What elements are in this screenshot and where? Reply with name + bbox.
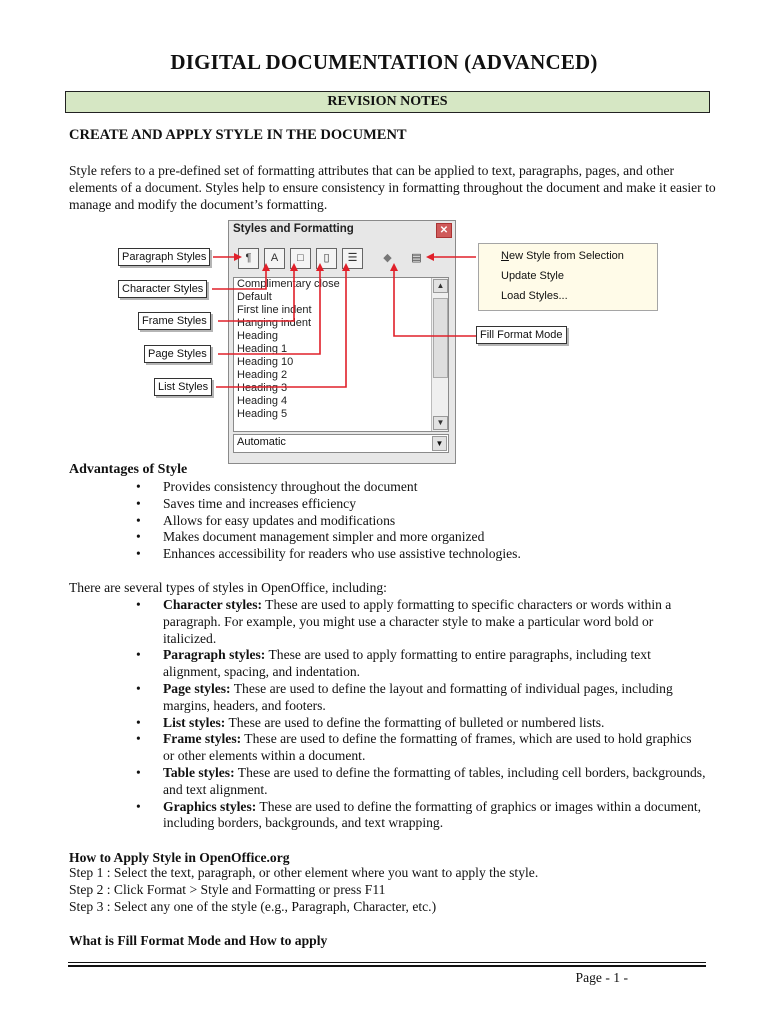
new-style-icon[interactable]: ▤ — [411, 252, 422, 264]
bullet-icon: • — [136, 647, 141, 663]
bullet-icon: • — [136, 529, 141, 545]
arrow-fill-format — [394, 269, 476, 336]
term: Frame styles: — [163, 731, 242, 747]
page-styles-callout: Page Styles — [144, 345, 211, 363]
menu-label-accel: N — [501, 250, 509, 262]
term: Table styles: — [163, 764, 235, 780]
bullet-icon: • — [136, 546, 141, 562]
list-item[interactable]: Heading 3 — [237, 382, 288, 394]
arrow-page — [218, 269, 320, 354]
term: Graphics styles: — [163, 798, 257, 814]
list-item — [136, 731, 706, 765]
step-2: Step 2 : Click Format > Style and Formatting or press F11 — [69, 881, 386, 897]
bullet-icon: • — [136, 479, 141, 494]
desc: These are used to apply formatting to entire paragraphs, including text alignment, spacing, and indentation. — [163, 647, 651, 680]
list-item[interactable]: Hanging indent — [237, 317, 312, 329]
bullet-icon: • — [136, 597, 141, 612]
styles-formatting-figure — [116, 218, 659, 464]
fill-format-mode-callout: Fill Format Mode — [476, 326, 567, 344]
footer-divider — [68, 962, 706, 963]
list-item[interactable]: Heading — [237, 330, 278, 342]
bullet-icon: • — [136, 714, 141, 730]
menu-item-update-style[interactable]: Update Style — [501, 270, 564, 282]
fill-format-mode-icon[interactable]: ◆ — [383, 252, 392, 264]
desc: These are used to define the layout and formatting of individual pages, including margins, headers, and footers. — [163, 680, 673, 713]
bullet-icon: • — [136, 680, 141, 696]
list-item[interactable]: Complimentary close — [237, 278, 340, 290]
style-types-list — [136, 597, 706, 832]
term: List styles: — [163, 714, 226, 730]
character-styles-icon[interactable]: A — [264, 248, 285, 269]
bullet-icon: • — [136, 512, 141, 528]
bullet-icon: • — [136, 495, 141, 511]
advantages-heading: Advantages of Style — [69, 462, 188, 477]
fill-format-heading: What is Fill Format Mode and How to apply — [69, 933, 328, 948]
term: Page styles: — [163, 680, 231, 696]
term: Character styles: — [163, 597, 263, 612]
character-styles-callout: Character Styles — [118, 280, 207, 298]
list-item[interactable]: Heading 5 — [237, 408, 288, 420]
frame-styles-callout: Frame Styles — [138, 312, 211, 330]
list-item — [136, 513, 696, 530]
item-text: Makes document management simpler and more organized — [163, 529, 485, 545]
filter-value: Automatic — [237, 436, 286, 448]
document-title: DIGITAL DOCUMENTATION (ADVANCED) — [170, 50, 598, 74]
callout-arrows — [116, 218, 659, 464]
list-item[interactable]: Heading 2 — [237, 369, 288, 381]
list-item[interactable]: Heading 4 — [237, 395, 288, 407]
arrow-list — [216, 269, 346, 387]
desc: These are used to define the formatting of tables, including cell borders, backgrounds, and text alignment. — [163, 764, 706, 797]
list-item — [136, 496, 696, 513]
steps — [69, 865, 538, 915]
window-title: Styles and Formatting — [233, 223, 354, 235]
menu-item-load-styles[interactable]: Load Styles... — [501, 290, 568, 302]
list-item — [136, 715, 706, 732]
list-item[interactable]: Heading 1 — [237, 343, 288, 355]
bullet-icon: • — [136, 764, 141, 780]
desc: These are used to define the formatting of graphics or images within a document, including borders, backgrounds, and text wrapping. — [163, 798, 702, 831]
step-1: Step 1 : Select the text, paragraph, or other element where you want to apply the style. — [69, 865, 539, 880]
list-item — [136, 681, 706, 715]
page-styles-icon[interactable]: ▯ — [316, 248, 337, 269]
intro-paragraph: Style refers to a pre-defined set of formatting attributes that can be applied to text, paragraphs, pages, and other elements of a document. Styles help to ensure consistency in formatting throughout the document and make it easier to manage and modify the document’s formatting. — [69, 163, 716, 212]
item-text: Allows for easy updates and modifications — [163, 512, 396, 528]
frame-styles-icon[interactable]: □ — [290, 248, 311, 269]
scroll-up-icon[interactable]: ▲ — [433, 279, 448, 293]
section-heading: CREATE AND APPLY STYLE IN THE DOCUMENT — [69, 127, 407, 143]
types-intro: There are several types of styles in OpenOffice, including: — [69, 580, 387, 595]
advantages-list — [136, 479, 696, 563]
desc: These are used to define the formatting of bulleted or numbered lists. — [225, 714, 605, 730]
bullet-icon: • — [136, 798, 141, 814]
paragraph-styles-icon[interactable]: ¶ — [238, 248, 259, 269]
item-text: Saves time and increases efficiency — [163, 495, 357, 511]
close-icon[interactable]: ✕ — [436, 223, 452, 238]
list-item — [136, 799, 706, 833]
term: Paragraph styles: — [163, 647, 266, 663]
list-item[interactable]: First line indent — [237, 304, 312, 316]
chevron-down-icon[interactable]: ▼ — [432, 436, 447, 451]
bullet-icon: • — [136, 731, 141, 747]
menu-label: ew Style from Selection — [508, 250, 624, 262]
item-text: Provides consistency throughout the document — [163, 479, 418, 494]
list-item — [136, 529, 696, 546]
howto-heading: How to Apply Style in OpenOffice.org — [69, 850, 290, 865]
list-item[interactable]: Heading 10 — [237, 356, 294, 368]
list-item[interactable]: Default — [237, 291, 272, 303]
page-number: Page - 1 - — [575, 970, 628, 985]
desc: These are used to apply formatting to specific characters or words within a paragraph. For example, you might use a character style to make a particular word bold or italicized. — [163, 597, 672, 646]
arrow-frame — [218, 269, 294, 321]
arrow-character — [212, 269, 266, 289]
desc: These are used to define the formatting of frames, which are used to hold graphics or other elements within a document. — [163, 731, 692, 764]
step-3: Step 3 : Select any one of the style (e.g., Paragraph, Character, etc.) — [69, 898, 437, 914]
list-styles-icon[interactable]: ☰ — [342, 248, 363, 269]
item-text: Enhances accessibility for readers who use assistive technologies. — [163, 546, 521, 562]
list-item — [136, 546, 696, 563]
list-item — [136, 597, 706, 647]
list-item — [136, 765, 706, 799]
scroll-down-icon[interactable]: ▼ — [433, 416, 448, 430]
list-styles-callout: List Styles — [154, 378, 212, 396]
paragraph-styles-callout: Paragraph Styles — [118, 248, 210, 266]
revision-notes-banner: REVISION NOTES — [65, 91, 710, 113]
list-item — [136, 647, 706, 681]
list-item — [136, 479, 696, 496]
footer-divider-thick — [68, 965, 706, 967]
